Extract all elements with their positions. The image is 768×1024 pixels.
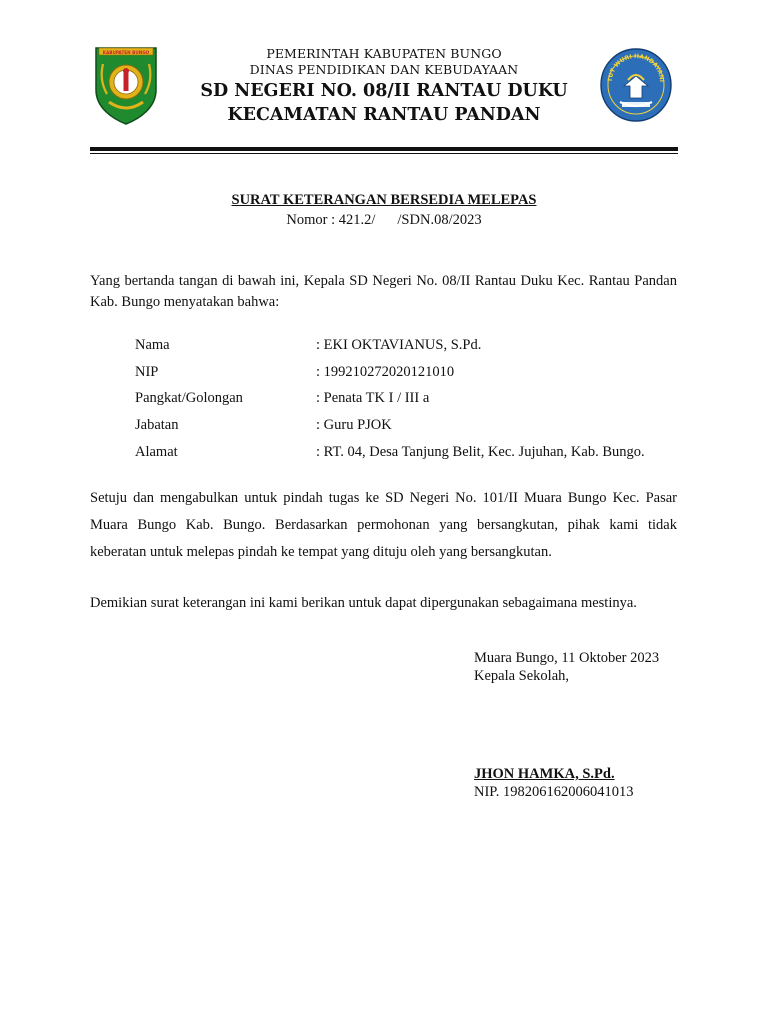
identity-value: : EKI OKTAVIANUS, S.Pd. (316, 336, 482, 353)
letterhead-school-name: SD NEGERI NO. 08/II RANTAU DUKU (200, 81, 568, 101)
identity-row-alamat (135, 439, 645, 466)
signature-place-date: Muara Bungo, 11 Oktober 2023 (474, 650, 660, 666)
identity-label: Alamat (135, 444, 178, 461)
closing-paragraph: Demikian surat keterangan ini kami berikan untuk dapat dipergunakan sebagaimana mestinya. (90, 595, 637, 611)
identity-label: Nama (135, 336, 170, 353)
identity-value: : 199210272020121010 (316, 363, 455, 380)
identity-label: NIP (135, 363, 159, 380)
document-number-prefix: Nomor : 421.2/ (286, 212, 376, 228)
kabupaten-bungo-emblem-icon (93, 44, 159, 126)
letterhead-rule-thick (90, 147, 678, 151)
document-title-block (90, 190, 678, 230)
letterhead (170, 46, 598, 127)
identity-row-nip (135, 359, 645, 386)
letterhead-district: KECAMATAN RANTAU PANDAN (227, 105, 541, 125)
letterhead-department: DINAS PENDIDIKAN DAN KEBUDAYAAN (249, 62, 519, 77)
emblem-banner-text: KABUPATEN BUNGO (102, 50, 150, 55)
identity-row-nama (135, 332, 645, 359)
document-title: SURAT KETERANGAN BERSEDIA MELEPAS (231, 192, 537, 208)
signature-nip: NIP. 198206162006041013 (474, 784, 634, 800)
signature-role: Kepala Sekolah, (474, 668, 570, 684)
identity-row-pangkat (135, 386, 645, 413)
identity-value: : Penata TK I / III a (316, 390, 430, 407)
emblem-ring-text: TUT WURI HANDAYANI (606, 52, 666, 83)
document-number (90, 210, 678, 230)
identity-label: Jabatan (135, 417, 179, 434)
identity-row-jabatan (135, 412, 645, 439)
letterhead-rule-thin (90, 153, 678, 154)
document-number-suffix: /SDN.08/2023 (397, 212, 482, 228)
identity-label: Pangkat/Golongan (135, 390, 243, 407)
signature-name: JHON HAMKA, S.Pd. (474, 766, 615, 782)
tut-wuri-handayani-icon (598, 46, 674, 124)
identity-table (135, 332, 645, 466)
agreement-paragraph: Setuju dan mengabulkan untuk pindah tugas ke SD Negeri No. 101/II Muara Bungo Kec. Pasar Muara Bungo Kab. Bungo. Berdasarkan permohonan yang bersangkutan, pihak kami tidak keberatan untuk melepas pindah ke tempat yang dituju oleh yang bersangkutan. (90, 490, 677, 560)
identity-value: : RT. 04, Desa Tanjung Belit, Kec. Jujuhan, Kab. Bungo. (316, 444, 645, 461)
intro-paragraph: Yang bertanda tangan di bawah ini, Kepala SD Negeri No. 08/II Rantau Duku Kec. Rantau Pandan Kab. Bungo menyatakan bahwa: (90, 273, 677, 310)
letterhead-government: PEMERINTAH KABUPATEN BUNGO (266, 46, 502, 61)
identity-value: : Guru PJOK (316, 417, 392, 434)
